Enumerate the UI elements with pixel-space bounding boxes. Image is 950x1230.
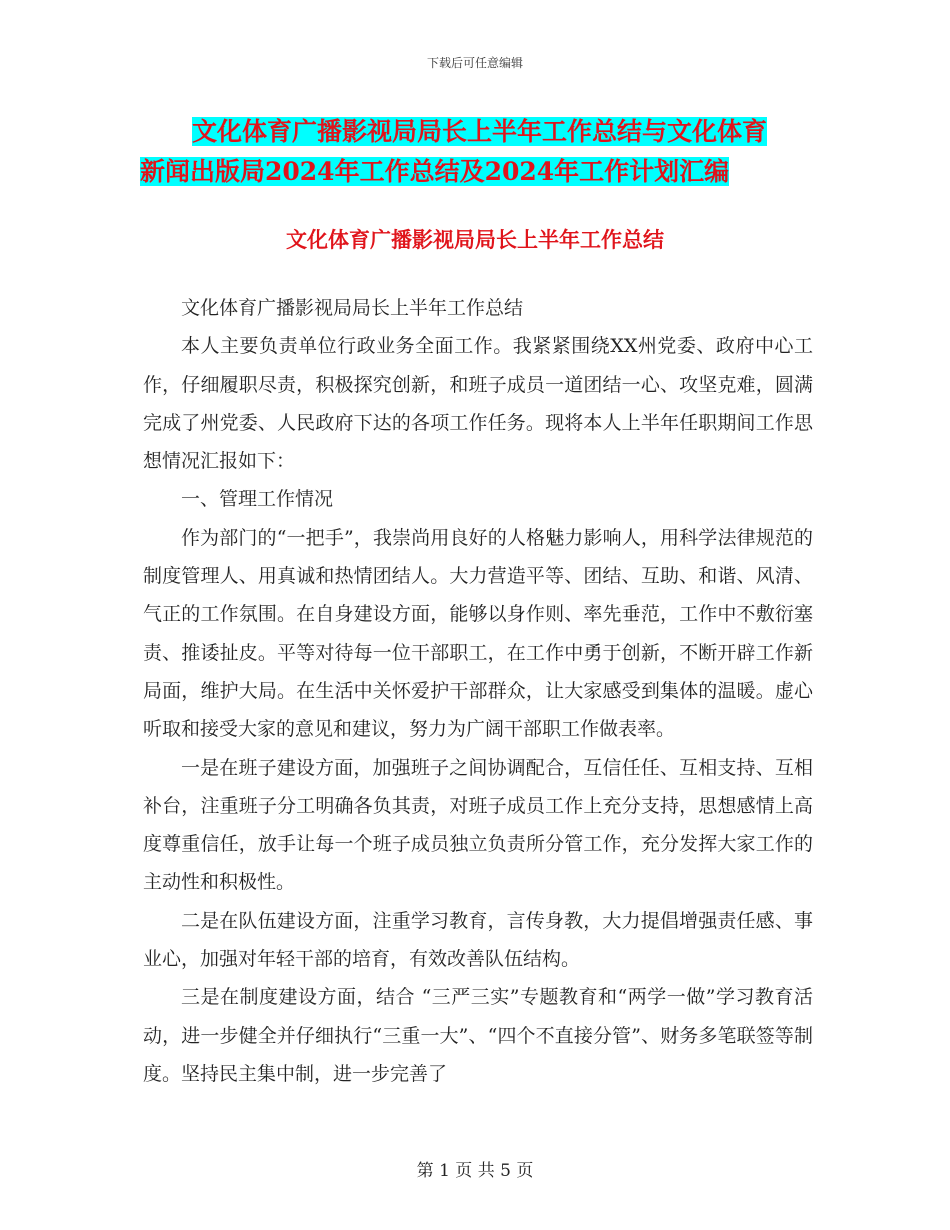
paragraph: 一是在班子建设方面，加强班子之间协调配合，互信任任、互相支持、互相补台，注重班子分工明确各负其责，对班子成员工作上充分支持，思想感情上高度尊重信任，放手让每一个班子成员独立负责所分管工作，充分发挥大家工作的主动性和积极性。 [143, 756, 813, 894]
paragraph: 二是在队伍建设方面，注重学习教育，言传身教，大力提倡增强责任感、事业心，加强对年轻干部的培育，有效改善队伍结构。 [143, 909, 813, 971]
document-body [143, 289, 813, 1093]
paragraph: 三是在制度建设方面，结合 “三严三实”专题教育和“两学一做”学习教育活动，进一步健全并仔细执行“三重一大”、“四个不直接分管”、财务多笔联签等制度。坚持民主集中制，进一步完善了 [143, 986, 813, 1085]
paragraph: 本人主要负责单位行政业务全面工作。我紧紧围绕XX州党委、政府中心工作，仔细履职尽责，积极探究创新，和班子成员一道团结一心、攻坚克难，圆满完成了州党委、人民政府下达的各项工作任务。现将本人上半年任职期间工作思想情况汇报如下： [143, 335, 813, 473]
document-main-title [140, 112, 840, 192]
paragraph: 文化体育广播影视局局长上半年工作总结 [181, 297, 524, 319]
main-title-line-2-text: 新闻出版局2024年工作总结及2024年工作计划汇编 [140, 157, 730, 186]
main-title-line-1 [140, 112, 840, 152]
main-title-line-1-text: 文化体育广播影视局局长上半年工作总结与文化体育 [192, 117, 768, 146]
header-note: 下载后可任意编辑 [426, 56, 523, 70]
page-footer: 第 1 页 共 5 页 [416, 1161, 534, 1181]
paragraph: 一、管理工作情况 [181, 488, 334, 511]
main-title-line-2 [140, 152, 840, 192]
paragraph: 作为部门的“一把手”，我崇尚用良好的人格魅力影响人，用科学法律规范的制度管理人、用真诚和热情团结人。大力营造平等、团结、互助、和谐、风清、气正的工作氛围。在自身建设方面，能够以身作则、率先垂范，工作中不敷衍塞责、推诿扯皮。平等对待每一位干部职工，在工作中勇于创新，不断开辟工作新局面，维护大局。在生活中关怀爱护干部群众，让大家感受到集体的温暖。虚心听取和接受大家的意见和建议，努力为广阔干部职工作做表率。 [143, 526, 813, 741]
section-title: 文化体育广播影视局局长上半年工作总结 [286, 227, 664, 252]
